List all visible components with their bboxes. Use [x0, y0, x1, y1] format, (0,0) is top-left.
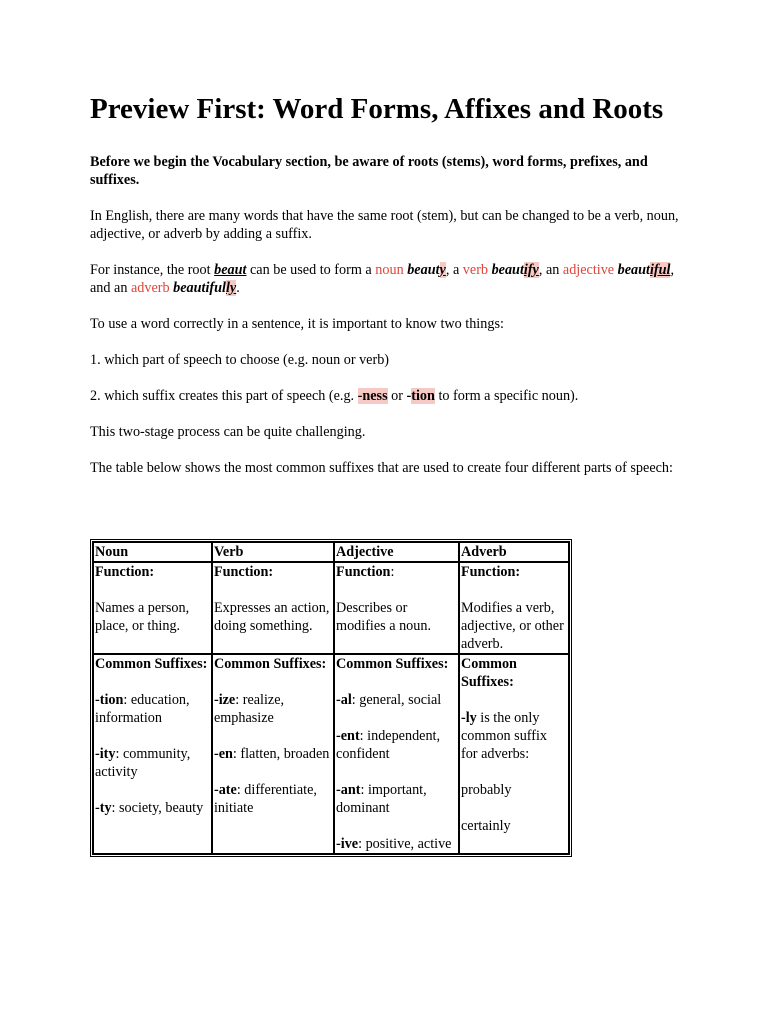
intro-paragraph: Before we begin the Vocabulary section, be aware of roots (stems), word forms, prefixes, and suffixes. [90, 154, 648, 188]
suffix: -ant [336, 782, 361, 798]
adjective-function-cell [334, 562, 459, 654]
adjective-word [618, 262, 671, 278]
common-suffixes-label: Common Suffixes: [336, 656, 449, 672]
list-item [336, 691, 457, 709]
root-word: beaut [214, 262, 247, 278]
adverb-word [173, 280, 236, 296]
adverb-root: beautiful [173, 280, 226, 296]
list-item [214, 745, 332, 763]
suffix-examples: : realize, emphasize [213, 692, 285, 726]
suffix: -ly [460, 710, 477, 726]
text: to form a specific noun). [434, 388, 579, 404]
verb-root: beaut [491, 262, 524, 278]
suffix-tion [407, 388, 435, 404]
adverb-note [461, 709, 567, 763]
list-item-2 [90, 387, 690, 405]
noun-function-cell [93, 562, 212, 654]
header-verb: Verb [212, 542, 334, 562]
suffix: -al [336, 692, 352, 708]
table-header-row [93, 542, 569, 562]
function-label-text: Function [336, 564, 391, 580]
function-label: Function: [95, 564, 155, 580]
suffix: -ity [95, 746, 116, 762]
suffix-examples: : important, dominant [336, 782, 427, 816]
common-suffixes-label: Common Suffixes: [460, 656, 517, 690]
verb-word [492, 262, 539, 278]
list-item [214, 691, 332, 727]
suffix: -en [213, 746, 233, 762]
verb-suffix: ify [523, 262, 539, 278]
list-item: probably [460, 782, 512, 798]
common-suffixes-label: Common Suffixes: [95, 656, 208, 672]
adjective-label: adjective [562, 262, 615, 278]
paragraph-roots: In English, there are many words that have the same root (stem), but can be changed to be a verb, noun, adjective, or adverb by adding a suffix. [90, 208, 679, 242]
suffix: -ive [336, 836, 359, 852]
noun-label: noun [375, 262, 404, 278]
function-label [336, 563, 457, 581]
adverb-label: adverb [130, 280, 170, 296]
text: can be used to form a [246, 262, 376, 278]
header-noun: Noun [93, 542, 212, 562]
verb-label: verb [462, 262, 489, 278]
table-row-suffixes [93, 654, 569, 854]
list-item [214, 781, 332, 817]
adverb-function-cell [459, 562, 569, 654]
noun-suffix: y [439, 262, 446, 278]
adjective-function-text: Describes or modifies a noun. [336, 600, 431, 634]
suffix-ness: -ness [357, 388, 388, 404]
text: , a [445, 262, 463, 278]
text: or [387, 388, 407, 404]
suffix: -ty [95, 800, 112, 816]
text: 2. which suffix creates this part of speech (e.g. [90, 388, 358, 404]
paragraph-table-intro: The table below shows the most common suffixes that are used to create four different parts of speech: [90, 460, 673, 476]
page-title: Preview First: Word Forms, Affixes and Roots [90, 93, 664, 125]
adverb-function-text: Modifies a verb, adjective, or other adverb. [460, 600, 564, 652]
adverb-note-text: is the only common suffix for adverbs: [460, 710, 548, 762]
list-item-1: 1. which part of speech to choose (e.g. noun or verb) [90, 352, 390, 368]
text: , and an [90, 262, 675, 296]
list-item [95, 799, 210, 817]
suffix-tion-text: tion [411, 388, 435, 404]
verb-function-text: Expresses an action, doing something. [213, 600, 330, 634]
function-label: Function: [460, 564, 521, 580]
suffix-examples: : education, information [95, 692, 190, 726]
suffix-examples: : positive, active [358, 836, 452, 852]
adjective-suffix: iful [649, 262, 671, 278]
suffix-examples: : differentiate, initiate [213, 782, 317, 816]
list-item [336, 835, 457, 853]
list-item [95, 691, 210, 727]
suffix: -tion [95, 692, 124, 708]
paragraph-example [90, 261, 690, 297]
adjective-root: beaut [617, 262, 650, 278]
noun-word [407, 262, 446, 278]
verb-suffixes-cell [212, 654, 334, 854]
spacer [90, 495, 690, 539]
common-suffixes-label: Common Suffixes: [213, 656, 327, 672]
suffix: -ize [213, 692, 236, 708]
table-row-function [93, 562, 569, 654]
paragraph-two-things: To use a word correctly in a sentence, it is important to know two things: [90, 316, 504, 332]
noun-root: beaut [407, 262, 440, 278]
function-label: Function: [213, 564, 274, 580]
suffix: -ate [213, 782, 237, 798]
header-adverb: Adverb [459, 542, 569, 562]
list-item: certainly [460, 818, 511, 834]
suffix-examples: : independent, confident [336, 728, 441, 762]
adjective-suffixes-cell [334, 654, 459, 854]
suffix-examples: : general, social [351, 692, 442, 708]
suffix-table [90, 539, 572, 857]
function-colon: : [390, 564, 395, 580]
document-page [90, 92, 690, 857]
suffix-dash: - [406, 388, 412, 404]
paragraph-challenging: This two-stage process can be quite challenging. [90, 424, 366, 440]
noun-function-text: Names a person, place, or thing. [95, 600, 190, 634]
list-item [336, 781, 457, 817]
text: , an [538, 262, 563, 278]
text: . [236, 280, 240, 296]
header-adjective: Adjective [334, 542, 459, 562]
suffix-examples: : society, beauty [111, 800, 204, 816]
suffix: -ent [336, 728, 360, 744]
adverb-suffixes-cell [459, 654, 569, 854]
suffix-examples: : community, activity [95, 746, 191, 780]
noun-suffixes-cell [93, 654, 212, 854]
text: For instance, the root [90, 262, 215, 278]
list-item [95, 745, 210, 781]
list-item [336, 727, 457, 763]
verb-function-cell [212, 562, 334, 654]
suffix-examples: : flatten, broaden [232, 746, 330, 762]
adverb-suffix: ly [225, 280, 237, 296]
